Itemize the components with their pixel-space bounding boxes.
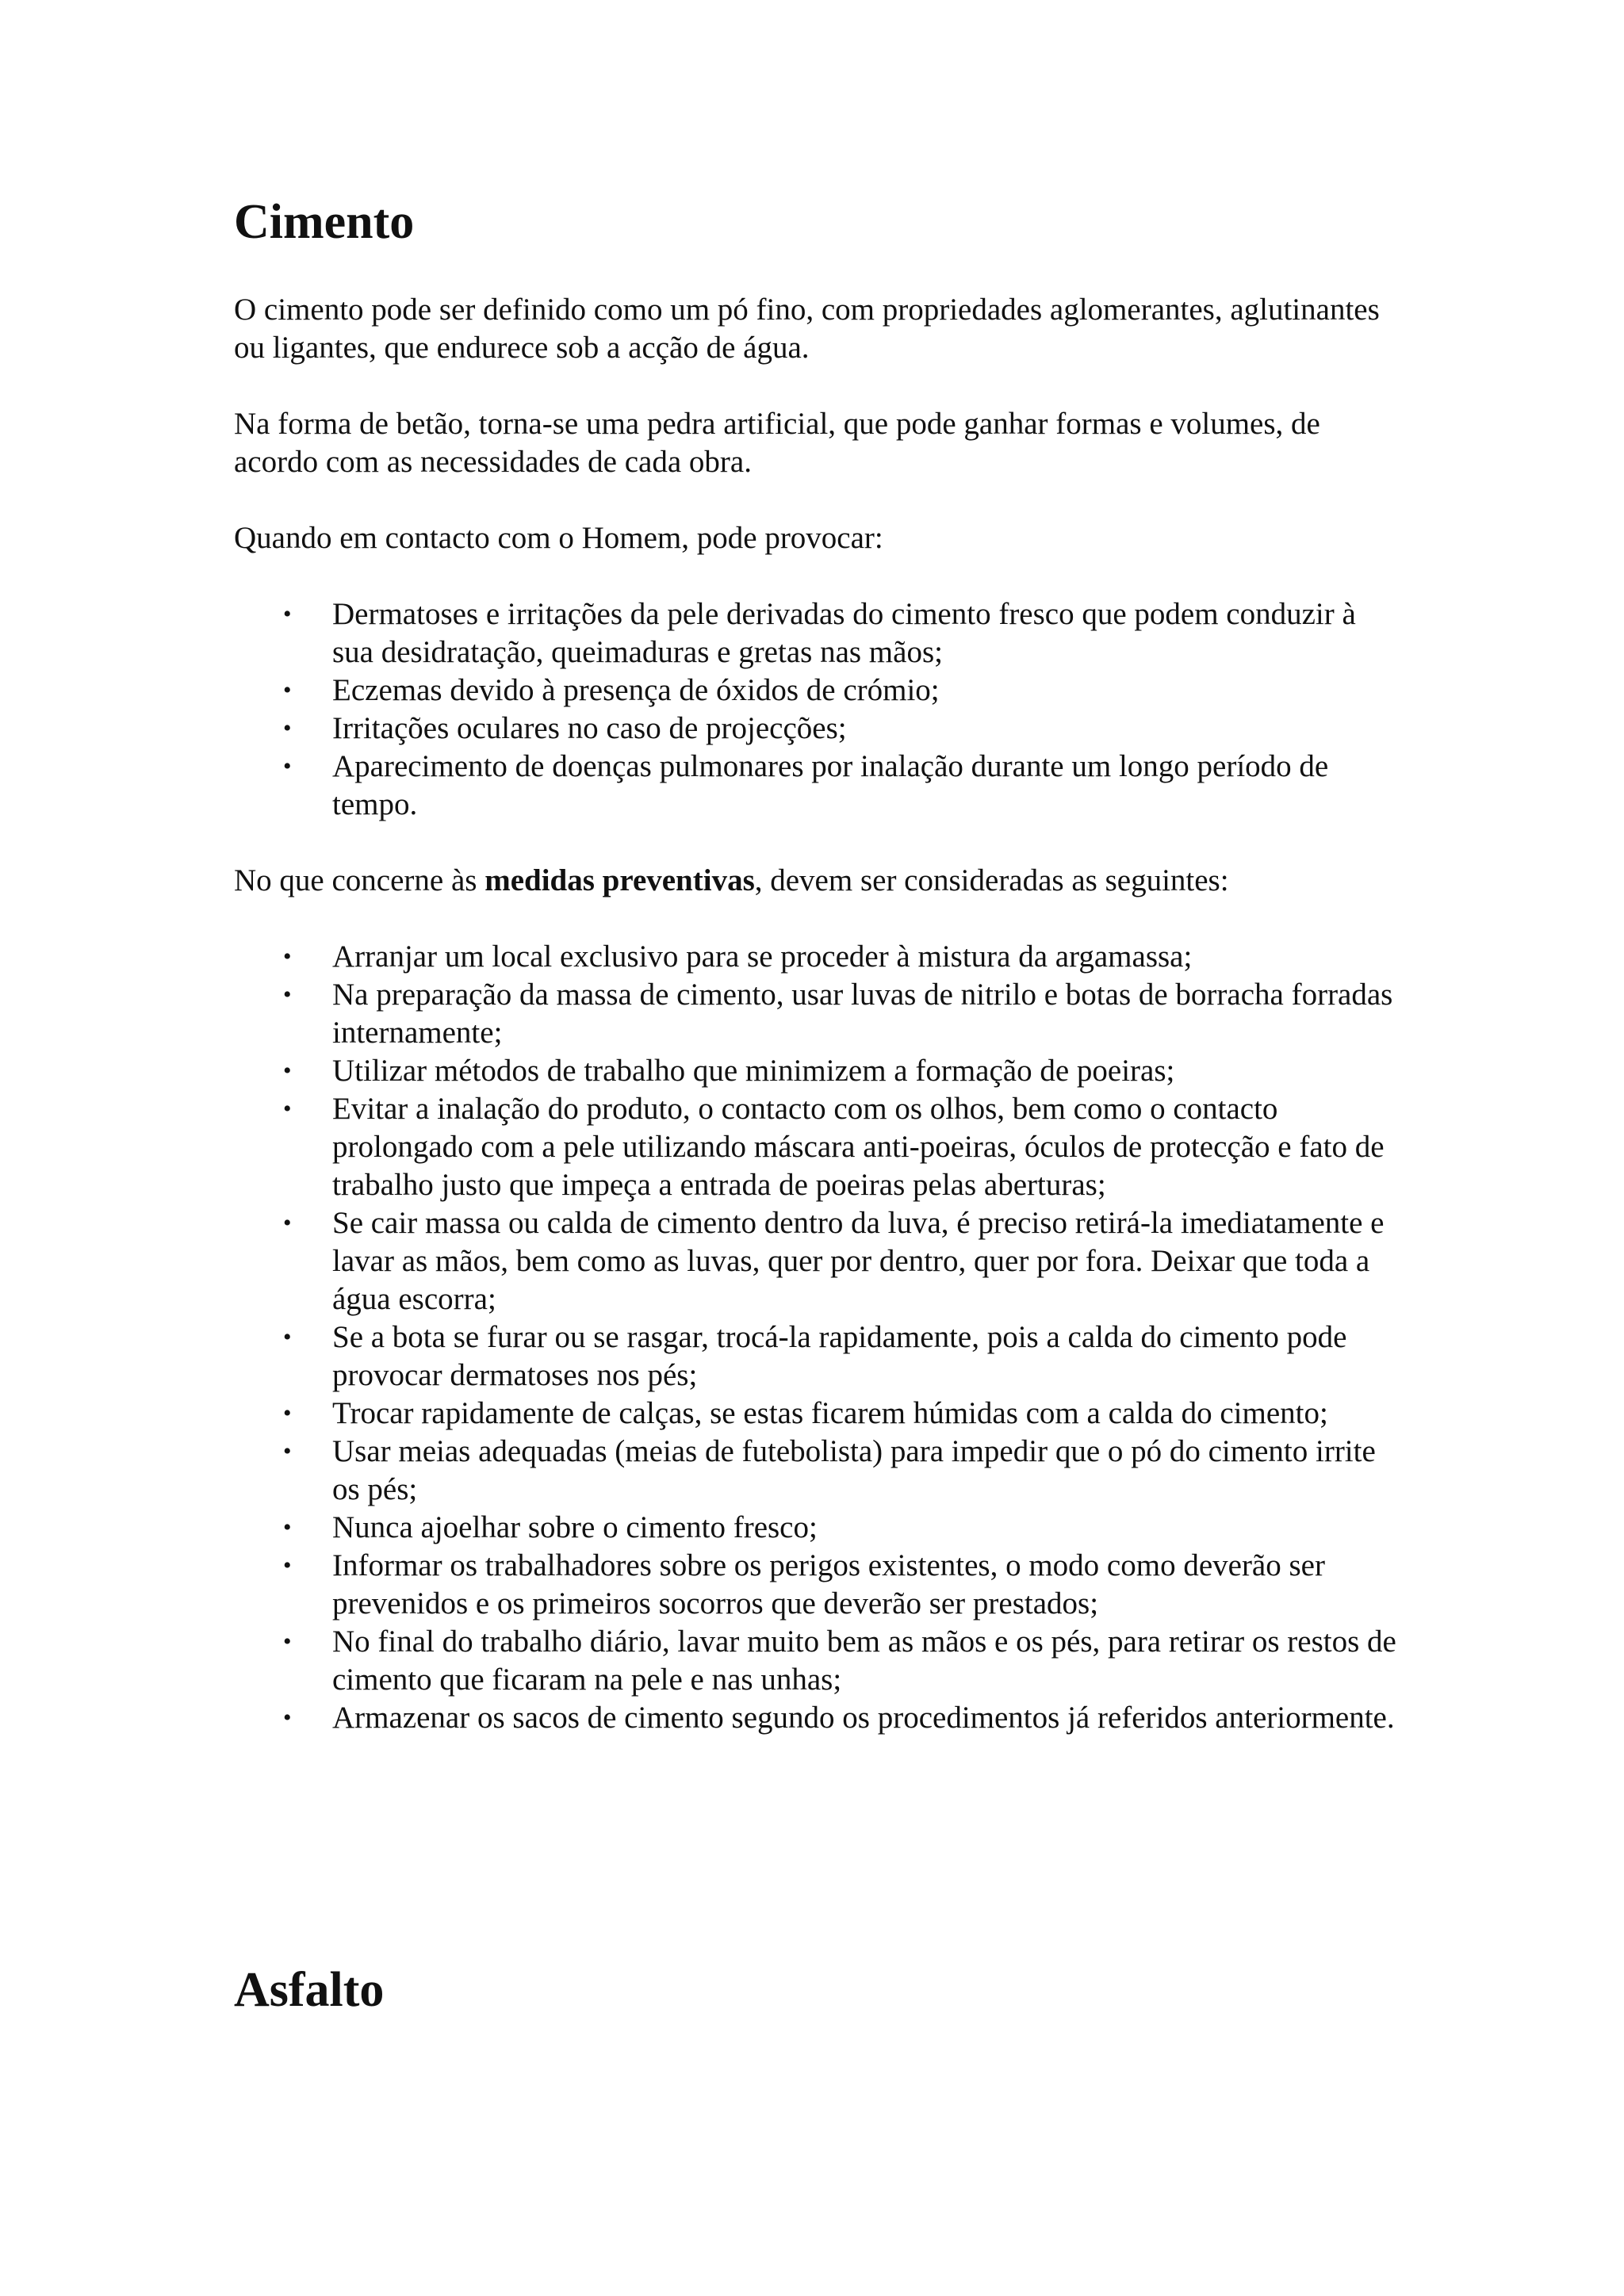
list-item xyxy=(234,672,1404,710)
list-item xyxy=(234,976,1404,1052)
measures-intro-before: No que concerne às xyxy=(234,863,485,897)
bullet-icon: • xyxy=(283,1058,292,1084)
list-item xyxy=(234,1318,1404,1395)
bullet-icon: • xyxy=(283,753,292,779)
list-item-text: Evitar a inalação do produto, o contacto com os olhos, bem como o contacto prolongado com a pele utilizando máscara anti-poeiras, óculos de protecção e fato de trabalho justo que impeça a entrada de poeiras pelas aberturas; xyxy=(332,1092,1385,1202)
bullet-icon: • xyxy=(283,1210,292,1236)
content-column xyxy=(234,190,1404,1737)
paragraph-measures-intro xyxy=(234,862,1404,900)
list-item-text: Armazenar os sacos de cimento segundo os procedimentos já referidos anteriormente. xyxy=(332,1701,1395,1735)
measures-intro-bold: medidas preventivas xyxy=(485,863,755,897)
bullet-icon: • xyxy=(283,1438,292,1464)
measures-intro-after: , devem ser consideradas as seguintes: xyxy=(754,863,1229,897)
list-item xyxy=(234,748,1404,824)
effects-list xyxy=(234,595,1404,824)
bullet-icon: • xyxy=(283,1628,292,1655)
list-item-text: Irritações oculares no caso de projecções; xyxy=(332,711,847,745)
list-item-text: Usar meias adequadas (meias de futebolista) para impedir que o pó do cimento irrite os pés; xyxy=(332,1434,1376,1506)
list-item xyxy=(234,1547,1404,1623)
list-item-text: Utilizar métodos de trabalho que minimizem a formação de poeiras; xyxy=(332,1054,1175,1088)
list-item xyxy=(234,1204,1404,1318)
list-item-text: Eczemas devido à presença de óxidos de crómio; xyxy=(332,673,940,707)
list-item xyxy=(234,595,1404,672)
list-item xyxy=(234,938,1404,976)
bullet-icon: • xyxy=(283,1324,292,1350)
list-item xyxy=(234,1623,1404,1699)
bullet-icon: • xyxy=(283,1705,292,1731)
list-item xyxy=(234,1509,1404,1547)
bullet-icon: • xyxy=(283,1400,292,1426)
bullet-icon: • xyxy=(283,1552,292,1578)
list-item-text: Na preparação da massa de cimento, usar luvas de nitrilo e botas de borracha forradas internamente; xyxy=(332,978,1393,1050)
list-item-text: Trocar rapidamente de calças, se estas ficarem húmidas com a calda do cimento; xyxy=(332,1396,1328,1430)
bullet-icon: • xyxy=(283,677,292,703)
list-item-text: Dermatoses e irritações da pele derivadas do cimento fresco que podem conduzir à sua desidratação, queimaduras e gretas nas mãos; xyxy=(332,597,1356,669)
paragraph-betao: Na forma de betão, torna-se uma pedra artificial, que pode ganhar formas e volumes, de acordo com as necessidades de cada obra. xyxy=(234,407,1320,479)
paragraph-contact: Quando em contacto com o Homem, pode provocar: xyxy=(234,521,883,555)
list-item xyxy=(234,1395,1404,1433)
bullet-icon: • xyxy=(283,982,292,1008)
bullet-icon: • xyxy=(283,943,292,970)
list-item-text: Nunca ajoelhar sobre o cimento fresco; xyxy=(332,1510,818,1544)
heading-cimento: Cimento xyxy=(234,195,415,249)
list-item xyxy=(234,1699,1404,1737)
bullet-icon: • xyxy=(283,715,292,741)
measures-list xyxy=(234,938,1404,1737)
bullet-icon: • xyxy=(283,601,292,627)
list-item-text: No final do trabalho diário, lavar muito bem as mãos e os pés, para retirar os restos de cimento que ficaram na pele e nas unhas; xyxy=(332,1624,1396,1697)
paragraph-definition: O cimento pode ser definido como um pó fino, com propriedades aglomerantes, aglutinantes ou ligantes, que endurece sob a acção de água. xyxy=(234,293,1380,365)
list-item xyxy=(234,1090,1404,1204)
list-item-text: Arranjar um local exclusivo para se proceder à mistura da argamassa; xyxy=(332,939,1193,974)
list-item-text: Aparecimento de doenças pulmonares por inalação durante um longo período de tempo. xyxy=(332,749,1329,821)
list-item xyxy=(234,710,1404,748)
heading-asfalto: Asfalto xyxy=(234,1963,385,2017)
list-item-text: Informar os trabalhadores sobre os perigos existentes, o modo como deverão ser prevenidos e os primeiros socorros que deverão ser prestados; xyxy=(332,1548,1325,1621)
bullet-icon: • xyxy=(283,1514,292,1540)
list-item-text: Se a bota se furar ou se rasgar, trocá-la rapidamente, pois a calda do cimento pode provocar dermatoses nos pés; xyxy=(332,1320,1347,1392)
list-item-text: Se cair massa ou calda de cimento dentro da luva, é preciso retirá-la imediatamente e lavar as mãos, bem como as luvas, quer por dentro, quer por fora. Deixar que toda a água escorra; xyxy=(332,1206,1385,1316)
list-item xyxy=(234,1433,1404,1509)
list-item xyxy=(234,1052,1404,1090)
bullet-icon: • xyxy=(283,1096,292,1122)
